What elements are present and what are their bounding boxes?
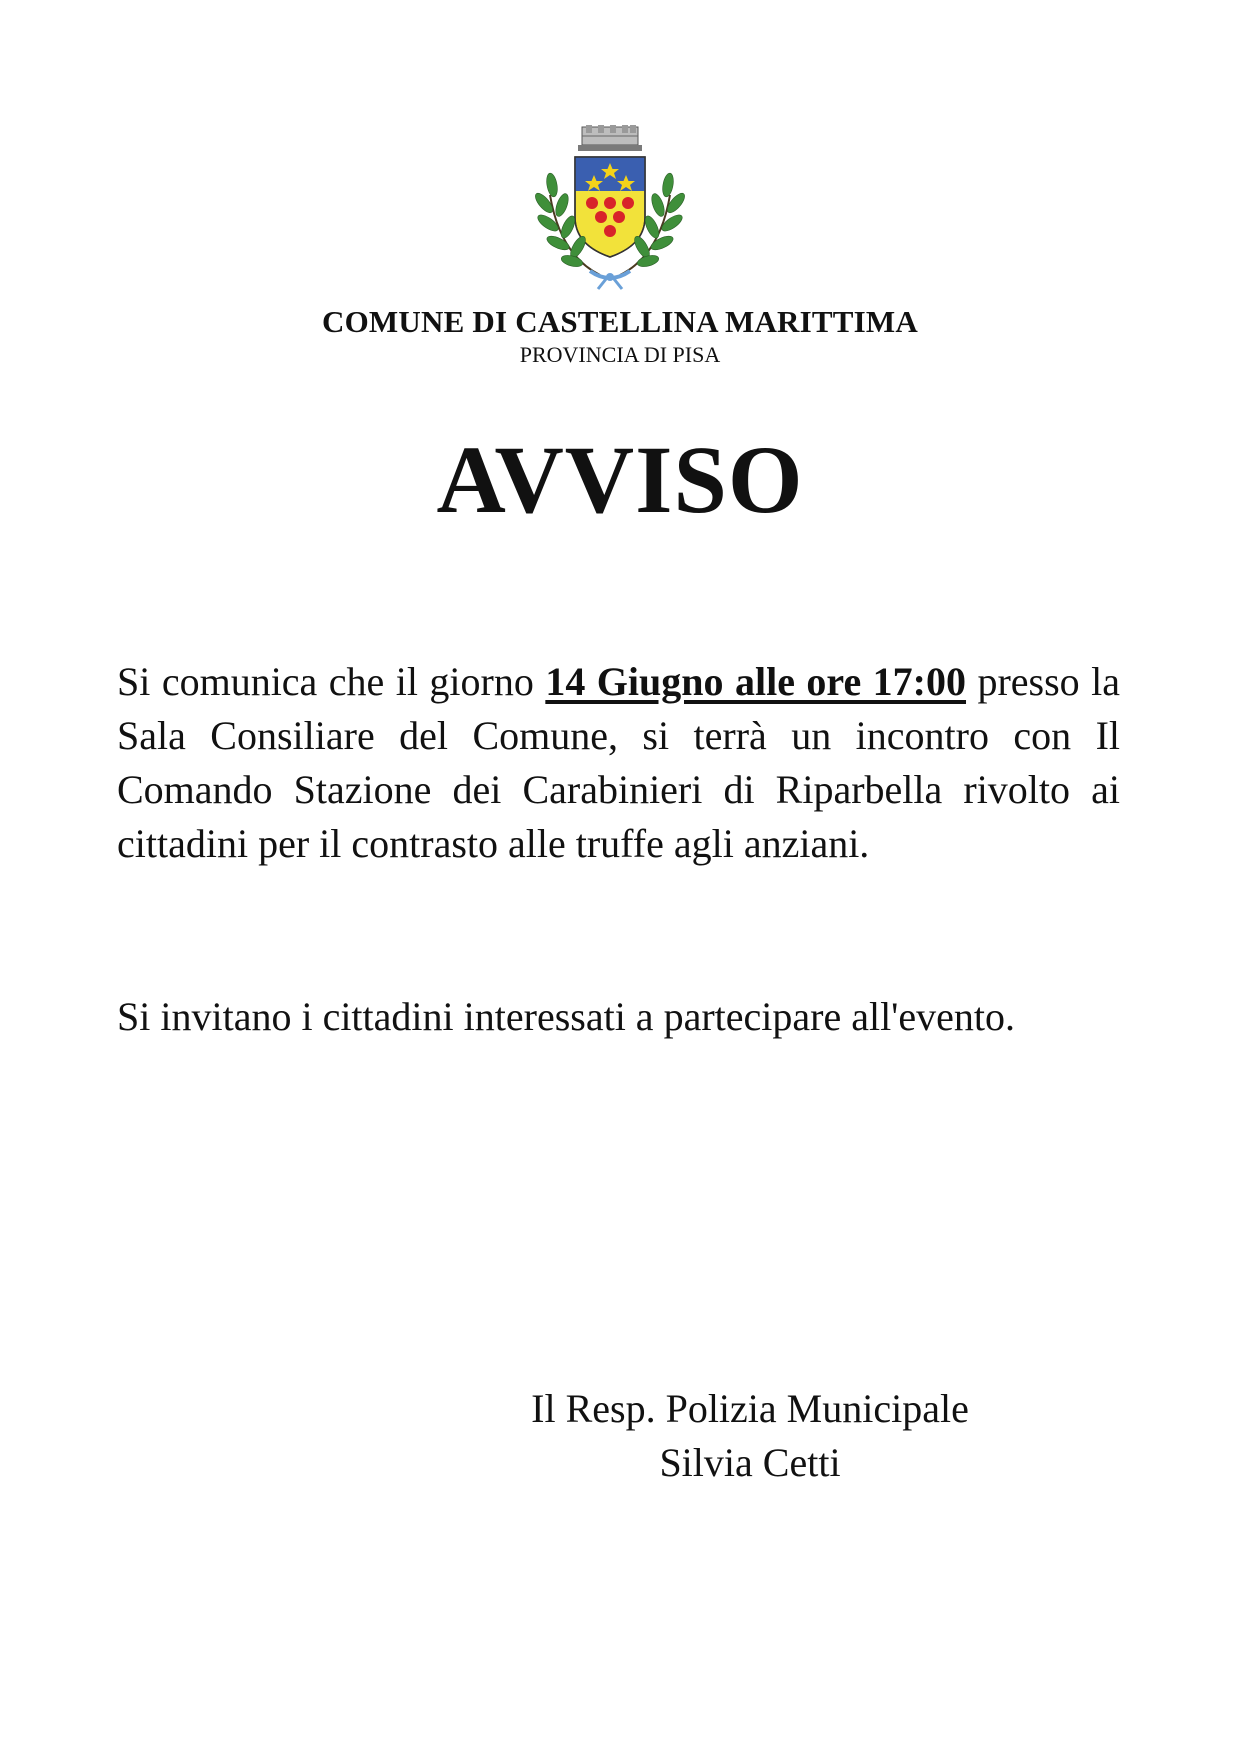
announcement-details: presso la Sala Consiliare del Comune, si terrà un incontro con Il Comando Stazione dei Carabinieri di Riparbella rivolto ai cittadini per il contrasto alle truffe agli anziani. bbox=[117, 659, 1121, 866]
notice-title: AVVISO bbox=[436, 426, 804, 533]
signature-role: Il Resp. Polizia Municipale bbox=[531, 1386, 969, 1431]
province-name: PROVINCIA DI PISA bbox=[519, 342, 721, 367]
event-date-time: 14 Giugno alle ore 17:00 bbox=[545, 659, 967, 704]
municipality-name: COMUNE DI CASTELLINA MARITTIMA bbox=[322, 304, 918, 339]
ribbon-icon bbox=[590, 271, 630, 289]
announcement-paragraph bbox=[117, 655, 1120, 871]
announcement-intro: Si comunica che il giorno bbox=[117, 659, 546, 704]
signature-block bbox=[470, 1382, 1030, 1490]
signature-name: Silvia Cetti bbox=[659, 1440, 841, 1485]
municipal-coat-of-arms-icon bbox=[520, 125, 700, 290]
crown-icon bbox=[578, 125, 642, 151]
invitation-paragraph: Si invitano i cittadini interessati a partecipare all'evento. bbox=[117, 994, 1016, 1039]
